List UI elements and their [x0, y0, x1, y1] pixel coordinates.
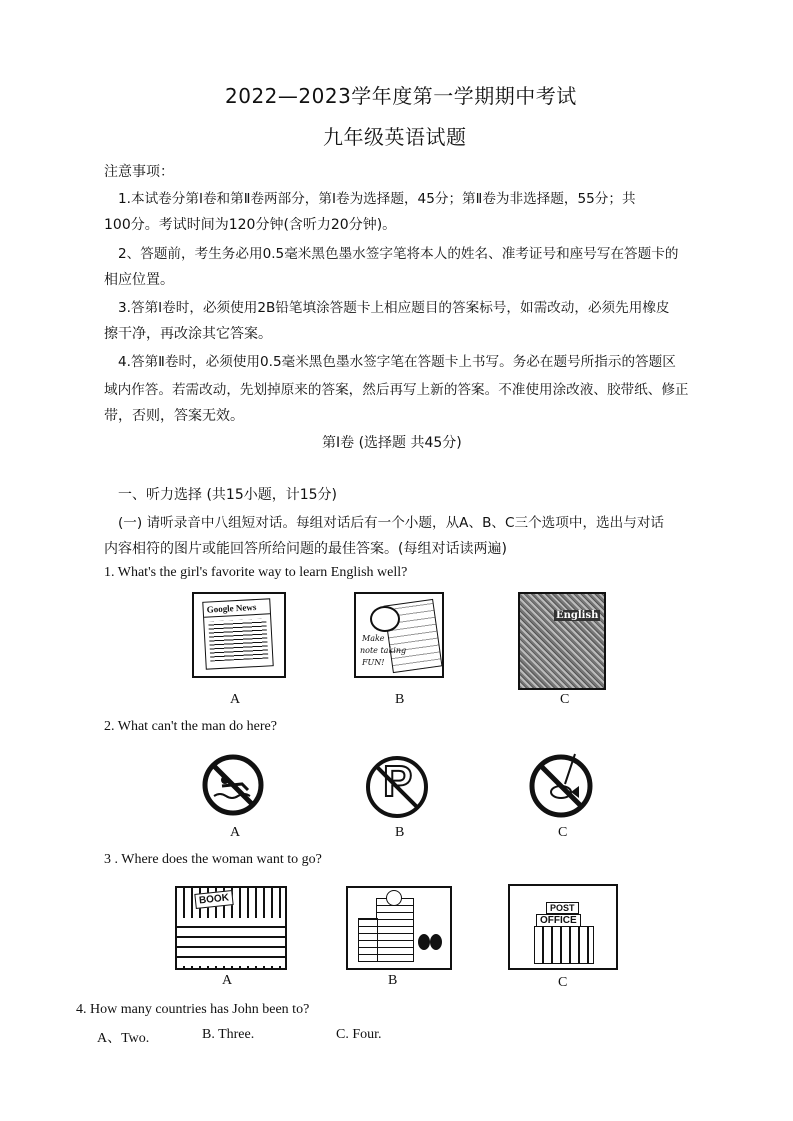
- q4-option-c[interactable]: C. Four.: [336, 1027, 382, 1042]
- q2-option-b-label: B: [395, 825, 405, 840]
- note-3-line-1: 3.答第Ⅰ卷时，必须使用2B铅笔填涂答题卡上相应题目的答案标号，如需改动，必须先用橡皮: [118, 300, 670, 316]
- section-1-heading: 第Ⅰ卷 (选择题 共45分): [322, 435, 462, 451]
- q2-option-c-label: C: [558, 825, 568, 840]
- note-1-line-2: 100分。考试时间为120分钟(含听力20分钟)。: [104, 217, 397, 233]
- question-3-text: 3 . Where does the woman want to go?: [104, 852, 322, 867]
- q1-option-b-label: B: [395, 692, 405, 707]
- q2-option-a-label: A: [230, 825, 241, 840]
- textbook-title: English: [556, 610, 599, 621]
- note-4-line-3: 带，否则，答案无效。: [104, 408, 244, 424]
- exam-title: 2022—2023学年度第一学期期中考试: [225, 84, 577, 108]
- instructions-line-2: 内容相符的图片或能回答所给问题的最佳答案。(每组对话读两遍): [104, 541, 507, 557]
- q1-option-a-newspaper-image[interactable]: [192, 592, 286, 678]
- note-4-line-2: 域内作答。若需改动，先划掉原来的答案，然后再写上新的答案。不准使用涂改液、胶带纸、修正: [104, 382, 689, 398]
- notes-heading: 注意事项：: [104, 164, 174, 180]
- q2-option-a-no-swimming-sign[interactable]: [198, 750, 268, 820]
- note-2-line-2: 相应位置。: [104, 272, 174, 288]
- q4-option-b[interactable]: B. Three.: [202, 1027, 255, 1042]
- q1-option-b-note-taking-image[interactable]: [354, 592, 444, 678]
- instructions-line-1: (一) 请听录音中八组短对话。每组对话后有一个小题，从A、B、C三个选项中，选出与对话: [118, 515, 665, 531]
- question-2-text: 2. What can't the man do here?: [104, 719, 277, 734]
- listening-part-heading: 一、听力选择 (共15小题，计15分): [118, 487, 338, 503]
- post-office-sign-line-2: OFFICE: [536, 914, 581, 927]
- q1-option-c-label: C: [560, 692, 570, 707]
- q3-option-b-hospital-image[interactable]: [346, 886, 452, 970]
- post-office-sign-line-1: POST: [546, 902, 579, 914]
- question-4-text: 4. How many countries has John been to?: [76, 1002, 310, 1017]
- q3-option-b-label: B: [388, 973, 398, 988]
- note-4-line-1: 4.答第Ⅱ卷时，必须使用0.5毫米黑色墨水签字笔在答题卡上书写。务必在题号所指示的答题区: [118, 354, 676, 370]
- no-parking-letter: P: [383, 757, 413, 806]
- exam-subtitle: 九年级英语试题: [323, 125, 467, 149]
- note-2-line-1: 2、答题前，考生务必用0.5毫米黑色墨水签字笔将本人的姓名、准考证号和座号写在答题卡的: [118, 246, 679, 262]
- q3-option-a-bookstore-image[interactable]: [175, 886, 287, 970]
- newspaper-masthead: Google News: [203, 599, 270, 617]
- q3-option-c-label: C: [558, 975, 568, 990]
- note-taking-caption-2: note taking: [360, 646, 407, 655]
- note-1-line-1: 1.本试卷分第Ⅰ卷和第Ⅱ卷两部分，第Ⅰ卷为选择题，45分；第Ⅱ卷为非选择题，55分；共: [118, 191, 636, 207]
- q2-option-c-no-fishing-sign[interactable]: [525, 748, 597, 820]
- q4-option-a[interactable]: A、Two.: [97, 1031, 150, 1046]
- note-taking-caption-3: FUN!: [362, 658, 385, 667]
- bookstore-sign: BOOK: [194, 890, 233, 909]
- question-1-text: 1. What's the girl's favorite way to learn English well?: [104, 565, 408, 580]
- note-3-line-2: 擦干净，再改涂其它答案。: [104, 326, 272, 342]
- q3-option-a-label: A: [222, 973, 233, 988]
- note-taking-caption-1: Make: [362, 634, 385, 643]
- q1-option-c-textbook-image[interactable]: [518, 592, 606, 690]
- q1-option-a-label: A: [230, 692, 241, 707]
- q3-option-c-post-office-image[interactable]: [508, 884, 618, 970]
